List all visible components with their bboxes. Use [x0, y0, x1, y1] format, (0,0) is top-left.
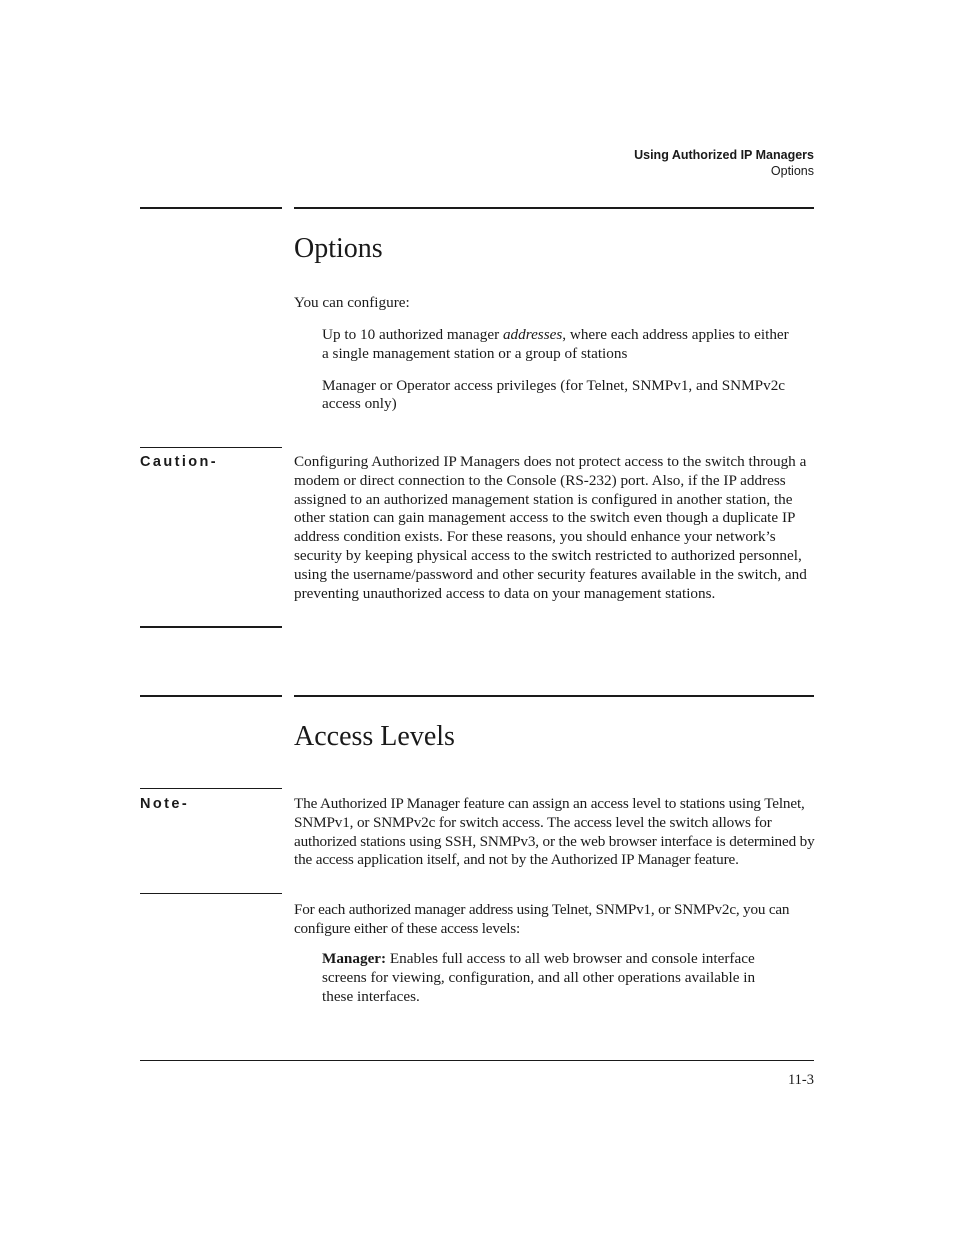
access-levels-title: Access Levels	[294, 721, 455, 752]
running-head	[634, 147, 814, 179]
note-bottom-rule	[140, 893, 282, 894]
options-list-item: Manager or Operator access privileges (for Telnet, SNMPv1, and SNMPv2c access only)	[322, 376, 786, 413]
options-intro: You can configure:	[294, 294, 410, 311]
options-list-item	[322, 326, 792, 364]
caution-top-rule	[140, 447, 282, 448]
manager-level-item	[322, 950, 790, 1006]
access-left-rule	[140, 695, 282, 697]
item-text-before: Up to 10 authorized manager	[322, 326, 503, 343]
access-main-rule	[294, 695, 814, 697]
caution-bottom-rule	[140, 626, 282, 628]
note-top-rule	[140, 788, 282, 789]
caution-label: Caution-	[140, 454, 218, 470]
footer-rule	[140, 1060, 814, 1061]
page-number: 11-3	[787, 1072, 814, 1088]
manager-term: Manager:	[322, 950, 387, 967]
manager-description: Enables full access to all web browser and console interface screens for viewing, configuration, and all other operations available in these interfaces.	[322, 950, 756, 1005]
options-main-rule	[294, 207, 814, 209]
options-left-rule	[140, 207, 282, 209]
access-levels-paragraph: For each authorized manager address using Telnet, SNMPv1, or SNMPv2c, you can configure either of these access levels:	[294, 901, 790, 937]
caution-text: Configuring Authorized IP Managers does not protect access to the switch through a modem or direct connection to the Console (RS-232) port. Also, if the IP address assigned to an authorized management station is configured in another station, the other station can gain management access to the switch even though a duplicate IP address condition exists. For these reasons, you should enhance your network’s security by keeping physical access to the switch restricted to authorized personnel, using the username/password and other security features available in the switch, and preventing unauthorized access to data on your management stations.	[294, 453, 807, 602]
running-head-section: Options	[770, 164, 814, 178]
options-title: Options	[294, 233, 383, 264]
options-list	[322, 326, 792, 427]
note-label: Note-	[140, 796, 190, 812]
note-text: The Authorized IP Manager feature can assign an access level to stations using Telnet, SNMPv1, or SNMPv2c for switch access. The access level the switch allows for authorized stations using SSH, SNMPv3, or the web browser interface is determined by the access application itself, and not by the Authorized IP Manager feature.	[294, 795, 815, 869]
item-text-after: , where each address applies to either a single management station or a group of stations	[322, 326, 789, 362]
running-head-chapter: Using Authorized IP Managers	[634, 148, 814, 162]
item-emphasis: addresses	[502, 326, 563, 343]
